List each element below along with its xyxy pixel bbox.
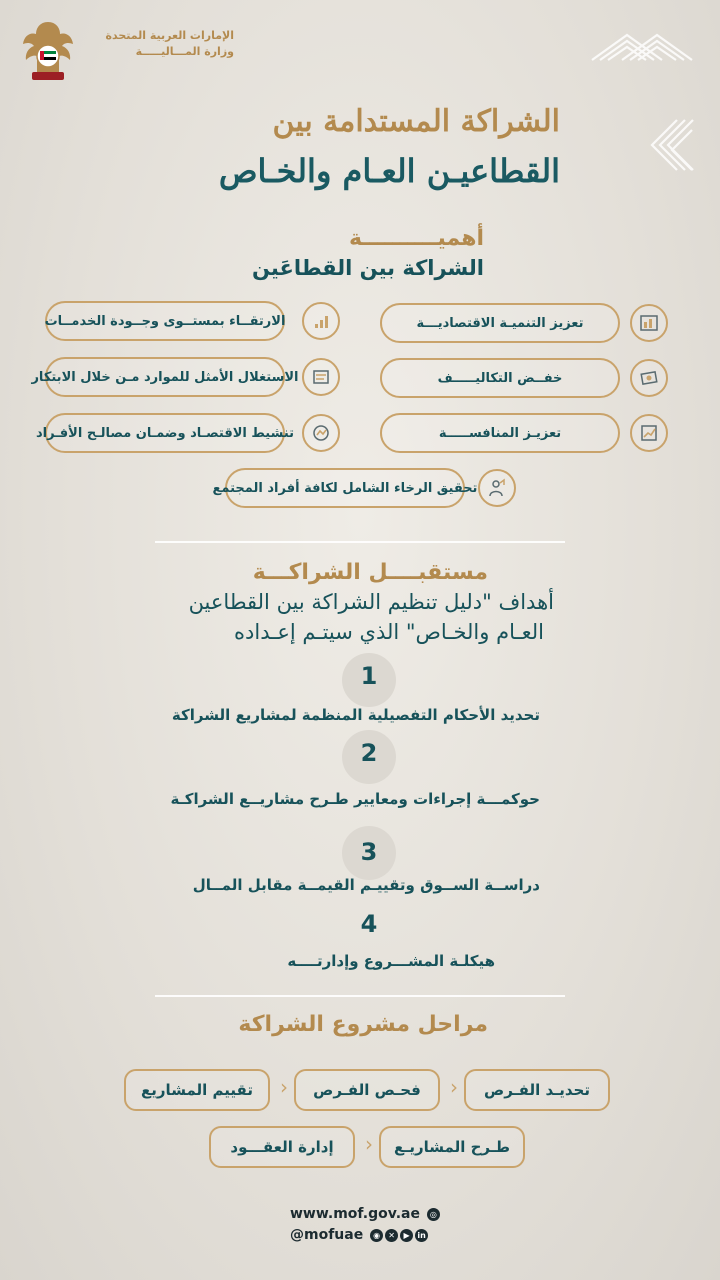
cost-icon — [630, 359, 668, 397]
goal-number: 3 — [360, 838, 378, 866]
goal-number: 2 — [360, 739, 378, 767]
main-title-line1: الشراكة المستدامة بين — [272, 104, 560, 139]
importance-heading: أهميــــــــــة — [348, 226, 484, 251]
importance-item-label: الارتقــاء بمستــوى وجــودة الخدمــات — [44, 313, 286, 329]
importance-item-competition — [380, 413, 620, 453]
growth-chart-icon — [302, 302, 340, 340]
goal-text: دراســة الســوق وتقييـم القيمــة مقابل المــال — [192, 876, 540, 894]
stages-heading: مراحل مشروع الشراكة — [238, 1012, 488, 1037]
innovation-icon — [302, 358, 340, 396]
goal-text: هيكلـة المشـــروع وإدارتــــه — [287, 952, 495, 970]
website-text[interactable]: www.mof.gov.ae — [290, 1206, 420, 1222]
importance-item-label: تنشيط الاقتصـاد وضمـان مصالـح الأفـراد — [35, 425, 295, 441]
economy-activation-icon — [302, 414, 340, 452]
goal-text: حوكمـــة إجراءات ومعايير طـرح مشاريــع الشراكـة — [170, 790, 540, 808]
future-subtitle-line2: العـام والخـاص" الذي سيتـم إعـداده — [234, 620, 544, 644]
importance-item-cost — [380, 358, 620, 398]
economy-icon — [630, 304, 668, 342]
competition-icon — [630, 414, 668, 452]
importance-item-label: تعزيز التنميـة الاقتصاديـــة — [416, 315, 584, 331]
footer-website[interactable] — [290, 1206, 440, 1222]
stage-screen — [294, 1069, 440, 1111]
future-heading: مستقبــــل الشراكـــة — [252, 560, 488, 585]
linkedin-icon[interactable]: in — [415, 1229, 428, 1242]
chevron-left-icon: ‹ — [450, 1075, 458, 1099]
globe-icon: ◎ — [427, 1208, 440, 1221]
community-icon — [478, 469, 516, 507]
ministry-title: وزارة المـــاليـــــة — [135, 45, 234, 58]
importance-item-economy — [380, 303, 620, 343]
section-divider — [155, 995, 565, 997]
section-divider — [155, 541, 565, 543]
stage-identify — [464, 1069, 610, 1111]
main-title-line2: القطاعيـن العـام والخـاص — [218, 152, 560, 190]
future-subtitle-line1: أهداف "دليل تنظيم الشراكة بين القطاعين — [188, 590, 554, 614]
stage-contract-management — [209, 1126, 355, 1168]
importance-item-label: تحقيق الرخاء الشامل لكافة أفراد المجتمع — [212, 480, 478, 496]
importance-item-label: تعزيـز المنافســـــة — [438, 425, 562, 441]
x-icon[interactable]: ✕ — [385, 1229, 398, 1242]
importance-item-label: خفــض التكاليـــــف — [437, 370, 563, 386]
chevron-left-icon: ‹ — [280, 1075, 288, 1099]
goal-number: 4 — [360, 910, 378, 938]
stage-label: فحـص الفـرص — [313, 1081, 421, 1099]
goal-text: تحديد الأحكام التفصيلية المنظمة لمشاريع الشراكة — [171, 706, 540, 724]
importance-item-activation — [35, 413, 295, 453]
youtube-icon[interactable]: ▶ — [400, 1229, 413, 1242]
chevron-left-icon: ‹ — [365, 1132, 373, 1156]
goal-number: 1 — [360, 662, 378, 690]
importance-subheading: الشراكة بين القطاعَين — [252, 256, 484, 280]
stage-label: تقييم المشاريع — [141, 1081, 253, 1099]
stage-tender — [379, 1126, 525, 1168]
stage-label: إدارة العقـــود — [230, 1138, 334, 1156]
uae-emblem-logo — [20, 18, 76, 84]
importance-item-services — [45, 301, 285, 341]
footer-social — [290, 1227, 428, 1243]
importance-item-prosperity — [212, 468, 478, 508]
importance-item-resources — [31, 357, 299, 397]
stage-label: طـرح المشاريـع — [394, 1138, 510, 1156]
ministry-name — [84, 28, 234, 60]
decorative-chevrons — [582, 20, 702, 195]
ministry-country: الإمارات العربية المتحدة — [105, 29, 234, 42]
stage-label: تحديـد الفـرص — [484, 1081, 590, 1099]
instagram-icon[interactable]: ◉ — [370, 1229, 383, 1242]
social-handle[interactable]: @mofuae — [290, 1227, 364, 1243]
stage-evaluate — [124, 1069, 270, 1111]
importance-item-label: الاستغلال الأمثل للموارد مـن خلال الابتكار — [31, 369, 299, 385]
